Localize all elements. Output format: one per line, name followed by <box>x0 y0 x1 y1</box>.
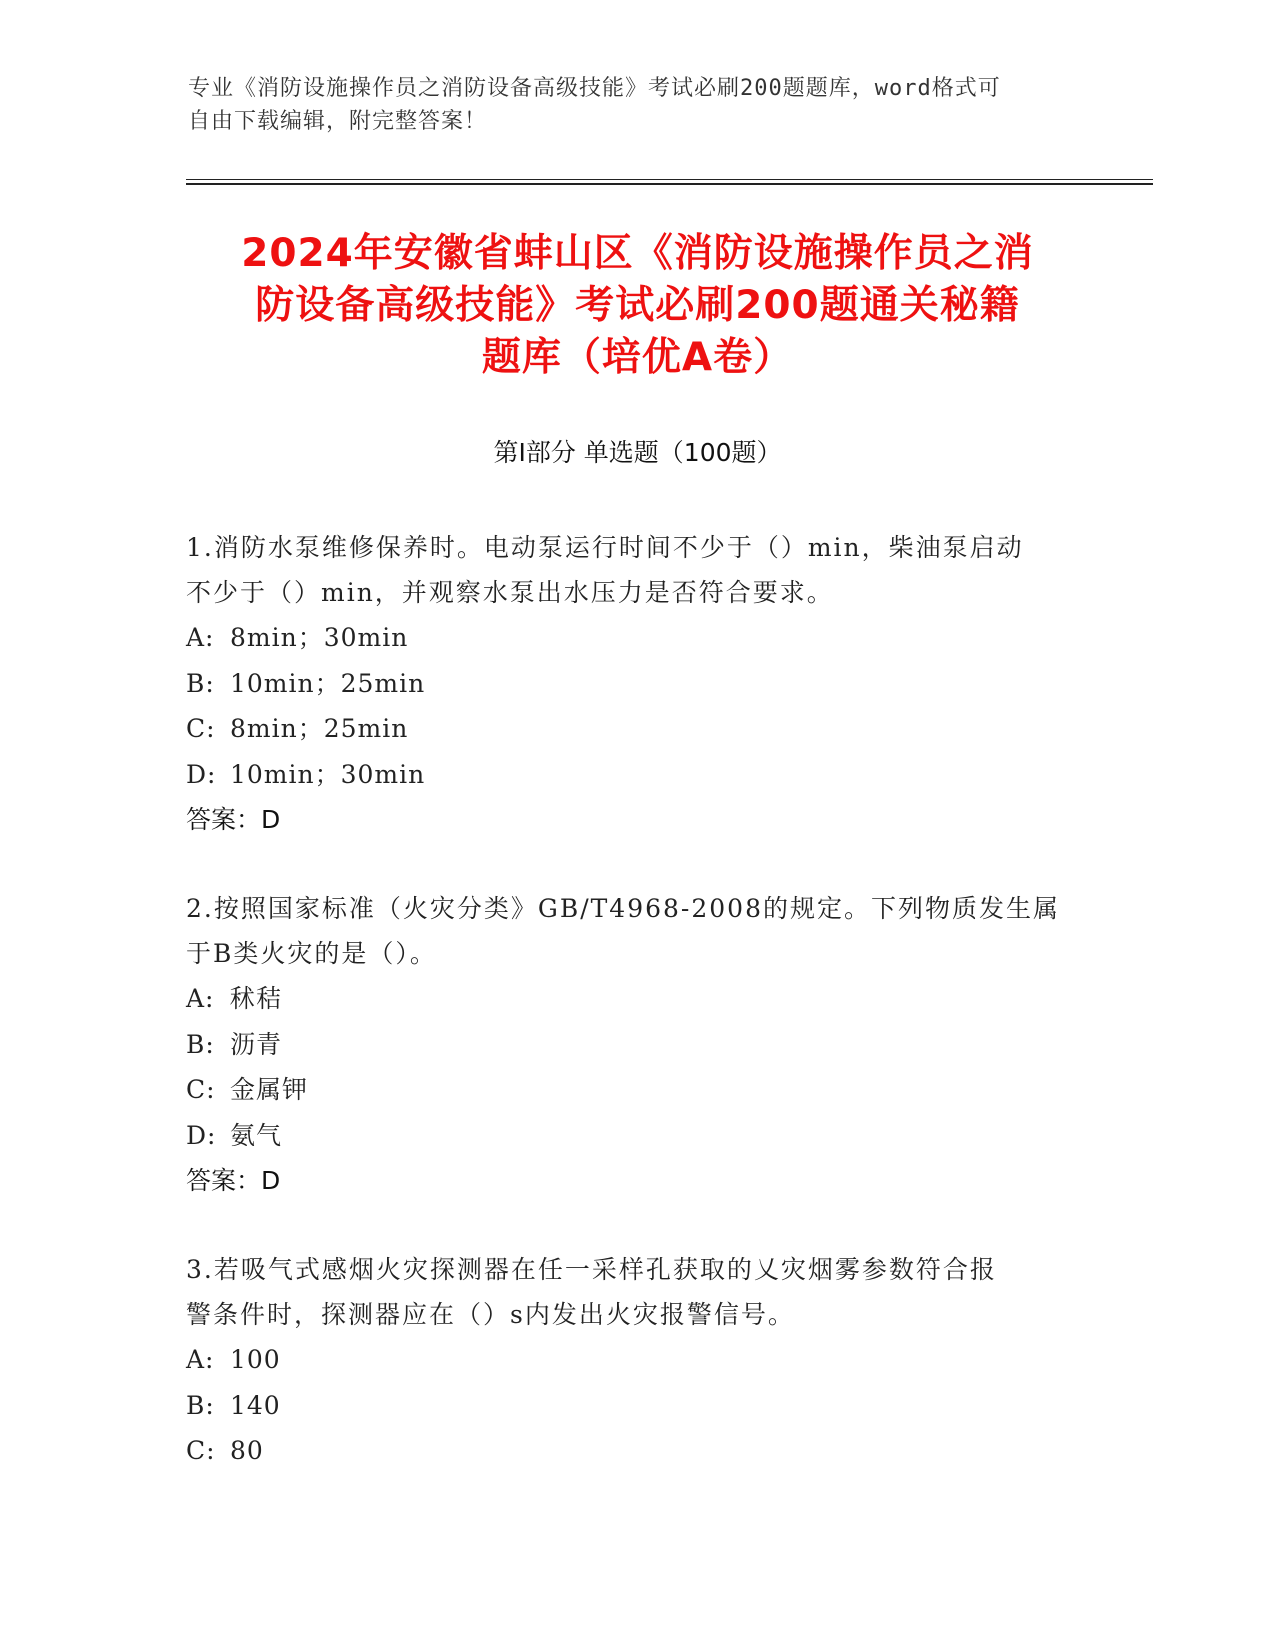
option-text: 100 <box>230 1345 281 1374</box>
question-3-option-b <box>186 1383 1086 1429</box>
question-3-stem-line-2: 警条件时，探测器应在（）s内发出火灾报警信号。 <box>186 1300 795 1329</box>
question-2-option-c <box>186 1067 1086 1113</box>
question-1-answer: 答案：D <box>186 805 281 834</box>
question-1 <box>186 525 1086 842</box>
question-2-stem-line-2: 于B类火灾的是（）。 <box>186 939 437 968</box>
option-text: 10min；25min <box>230 668 426 698</box>
question-3-option-c <box>186 1428 1086 1474</box>
option-text: 80 <box>230 1436 264 1465</box>
document-title <box>180 228 1095 384</box>
document-title-line-3: 题库（培优A卷） <box>481 335 794 380</box>
question-2-option-a <box>186 976 1086 1022</box>
option-text: 8min；30min <box>230 623 409 652</box>
option-key: C: <box>186 714 216 743</box>
question-2-stem-line-1: 2.按照国家标准（火灾分类》GB/T4968-2008的规定。下列物质发生属 <box>186 894 1060 923</box>
option-key: B: <box>186 1029 215 1059</box>
option-key: D: <box>186 759 217 789</box>
option-text: 10min；30min <box>230 759 426 789</box>
question-3 <box>186 1247 1086 1474</box>
option-key: A: <box>186 623 215 652</box>
option-key: D: <box>186 1120 217 1150</box>
option-text: 140 <box>230 1390 281 1420</box>
header-divider-thick <box>186 183 1153 185</box>
question-1-option-a <box>186 615 1086 661</box>
question-1-option-c <box>186 706 1086 752</box>
option-key: B: <box>186 1390 215 1420</box>
document-header-note <box>188 72 1088 138</box>
option-text: 沥青 <box>230 1029 283 1059</box>
option-key: A: <box>186 1345 215 1374</box>
question-2-option-d <box>186 1113 1086 1159</box>
question-1-stem <box>186 525 1086 615</box>
question-3-stem-line-1: 3.若吸气式感烟火灾探测器在任一采样孔获取的乂灾烟雾参数符合报 <box>186 1255 997 1284</box>
option-key: B: <box>186 668 215 698</box>
option-key: C: <box>186 1075 216 1104</box>
document-title-line-2: 防设备高级技能》考试必刷200题通关秘籍 <box>255 283 1020 328</box>
question-1-stem-line-2: 不少于（）min，并观察水泵出水压力是否符合要求。 <box>186 578 834 607</box>
section-heading: 第Ⅰ部分 单选题（100题） <box>493 438 782 467</box>
option-text: 氨气 <box>230 1120 283 1150</box>
question-1-stem-line-1: 1.消防水泵维修保养时。电动泵运行时间不少于（）min，柴油泵启动 <box>186 533 1024 562</box>
header-note-line-2: 自由下载编辑，附完整答案！ <box>188 109 488 134</box>
option-key: C: <box>186 1436 216 1465</box>
question-3-option-a <box>186 1337 1086 1383</box>
option-key: A: <box>186 984 215 1013</box>
question-1-option-b <box>186 661 1086 707</box>
question-1-option-d <box>186 752 1086 798</box>
question-2-answer: 答案：D <box>186 1166 281 1195</box>
option-text: 8min；25min <box>230 714 409 743</box>
document-title-line-1: 2024年安徽省蚌山区《消防设施操作员之消 <box>241 231 1034 276</box>
header-divider-thin <box>186 179 1153 180</box>
question-2 <box>186 886 1086 1203</box>
question-2-stem <box>186 886 1086 976</box>
header-note-line-1: 专业《消防设施操作员之消防设备高级技能》考试必刷200题题库，word格式可 <box>188 76 1001 101</box>
question-2-option-b <box>186 1022 1086 1068</box>
question-3-stem <box>186 1247 1086 1337</box>
option-text: 秫秸 <box>230 984 283 1013</box>
option-text: 金属钾 <box>230 1075 309 1104</box>
